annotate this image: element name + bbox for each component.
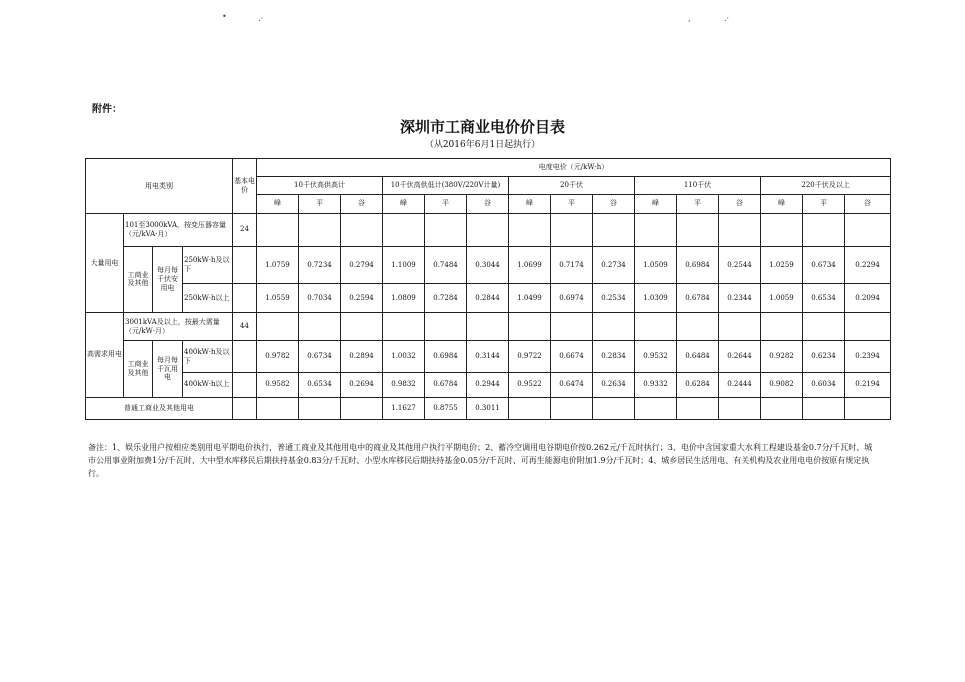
price-cell: 0.8755 (425, 397, 467, 419)
period-header: 谷 (467, 194, 509, 213)
voltage-level-header: 10千伏高供高计 (257, 177, 383, 194)
high-sub-group: 工商业及其他 (124, 341, 153, 397)
page-subtitle: （从2016年6月1日起执行） (424, 140, 541, 150)
price-cell: 0.2394 (845, 341, 891, 373)
period-header: 峰 (509, 194, 551, 213)
row-label: 250kW·h及以下 (183, 246, 233, 284)
price-cell: 0.7034 (299, 284, 341, 313)
price-cell: 0.9332 (635, 373, 677, 397)
scan-speck: • (222, 12, 227, 21)
table-row (86, 284, 891, 313)
price-cell: 0.2644 (719, 341, 761, 373)
large-capacity-price: 24 (233, 214, 257, 247)
price-cell: 0.2944 (467, 373, 509, 397)
period-header: 谷 (719, 194, 761, 213)
price-cell: 0.2194 (845, 373, 891, 397)
price-cell: 0.9582 (257, 373, 299, 397)
price-cell: 1.0032 (383, 341, 425, 373)
price-cell: 1.0259 (761, 246, 803, 284)
period-header: 平 (551, 194, 593, 213)
table-row (86, 246, 891, 284)
general-usage-label: 普通工商业及其他用电 (86, 397, 233, 419)
large-sub-group: 工商业及其他 (124, 246, 153, 312)
table-row (86, 397, 891, 419)
high-demand-label: 3001kVA及以上，按最大需量（元/kW·月） (124, 312, 233, 341)
price-cell: 0.7174 (551, 246, 593, 284)
price-cell: 0.3011 (467, 397, 509, 419)
price-cell: 0.6734 (299, 341, 341, 373)
price-cell: 0.6734 (803, 246, 845, 284)
price-cell: 0.9722 (509, 341, 551, 373)
footnotes: 备注：1、娱乐业用户按相应类别用电平期电价执行，普通工商业及其他用电中的商业及其他用户执行平期电价；2、蓄冷空调用电谷期电价按0.262元/千瓦时执行；3、电价中含国家重大水利工程建设基金0.7分/千瓦时、城市公用事业附加费1分/千瓦时、大中型水库移民后期扶持基金0.83分/千瓦时、小型水库移民后期扶持基金0.05分/千瓦时、可再生能源电价附加1.9分/千瓦时；4、城乡居民生活用电、有关机构及农业用电电价按原有规定执行。 (88, 443, 873, 478)
period-header: 峰 (635, 194, 677, 213)
price-cell: 0.7234 (299, 246, 341, 284)
price-cell: 0.2634 (593, 373, 635, 397)
scan-speck: .· (258, 14, 264, 23)
price-cell: 1.0309 (635, 284, 677, 313)
price-cell: 0.2834 (593, 341, 635, 373)
table-row (86, 341, 891, 373)
period-header: 平 (299, 194, 341, 213)
period-header: 谷 (341, 194, 383, 213)
price-cell: 1.0699 (509, 246, 551, 284)
price-cell: 0.6534 (299, 373, 341, 397)
high-demand-group: 高需求用电 (86, 312, 124, 397)
price-cell: 0.2594 (341, 284, 383, 313)
voltage-level-header: 220千伏及以上 (761, 177, 891, 194)
price-cell: 0.6784 (677, 284, 719, 313)
price-cell: 0.2294 (845, 246, 891, 284)
large-capacity-label: 101至3000kVA，按变压器容量（元/kVA·月） (124, 214, 233, 247)
scan-speck: .· (724, 14, 730, 23)
price-cell: 0.6784 (425, 373, 467, 397)
period-header: 峰 (257, 194, 299, 213)
price-cell: 0.6534 (803, 284, 845, 313)
price-cell: 0.6984 (425, 341, 467, 373)
price-cell: 0.6034 (803, 373, 845, 397)
price-cell: 0.6974 (551, 284, 593, 313)
voltage-level-header: 10千伏高供低计(380V/220V计量) (383, 177, 509, 194)
price-cell: 0.2894 (341, 341, 383, 373)
period-header: 峰 (761, 194, 803, 213)
large-usage-subgroup: 每月每千伏安用电 (153, 246, 183, 312)
price-cell: 0.2794 (341, 246, 383, 284)
price-cell: 1.1627 (383, 397, 425, 419)
high-demand-price: 44 (233, 312, 257, 341)
price-cell: 0.9832 (383, 373, 425, 397)
price-cell: 0.2444 (719, 373, 761, 397)
header-energy-price: 电度电价（元/kW·h） (257, 159, 891, 177)
price-cell: 1.0809 (383, 284, 425, 313)
price-cell: 0.9082 (761, 373, 803, 397)
price-cell: 0.2844 (467, 284, 509, 313)
price-cell: 0.6484 (677, 341, 719, 373)
price-cell: 0.9522 (509, 373, 551, 397)
row-label: 400kW·h及以下 (183, 341, 233, 373)
table-row (86, 373, 891, 397)
row-label: 250kW·h以上 (183, 284, 233, 313)
price-cell: 1.1009 (383, 246, 425, 284)
row-label: 400kW·h以上 (183, 373, 233, 397)
tariff-table (85, 158, 891, 420)
price-cell: 1.0559 (257, 284, 299, 313)
price-cell: 0.2534 (593, 284, 635, 313)
price-cell: 0.6474 (551, 373, 593, 397)
period-header: 峰 (383, 194, 425, 213)
price-cell: 0.9282 (761, 341, 803, 373)
price-cell: 0.6984 (677, 246, 719, 284)
price-cell: 1.0759 (257, 246, 299, 284)
price-cell: 1.0059 (761, 284, 803, 313)
header-basic-price: 基本电价 (233, 159, 257, 214)
price-cell: 0.3044 (467, 246, 509, 284)
price-cell: 0.9532 (635, 341, 677, 373)
attachment-label: 附件： (92, 104, 122, 115)
price-cell: 0.7284 (425, 284, 467, 313)
price-cell: 0.2694 (341, 373, 383, 397)
large-usage-group: 大量用电 (86, 214, 124, 313)
voltage-level-header: 20千伏 (509, 177, 635, 194)
price-cell: 0.2544 (719, 246, 761, 284)
period-header: 谷 (845, 194, 891, 213)
price-cell: 0.2094 (845, 284, 891, 313)
price-cell: 1.0499 (509, 284, 551, 313)
period-header: 平 (425, 194, 467, 213)
price-cell: 0.2734 (593, 246, 635, 284)
high-usage-subgroup: 每月每千瓦用电 (153, 341, 183, 397)
period-header: 谷 (593, 194, 635, 213)
price-cell: 0.6674 (551, 341, 593, 373)
price-cell: 0.2344 (719, 284, 761, 313)
page-title: 深圳市工商业电价价目表 (399, 118, 565, 136)
scan-speck: , (688, 14, 691, 23)
header-category: 用电类别 (86, 159, 233, 214)
price-cell: 0.3144 (467, 341, 509, 373)
price-cell: 0.6234 (803, 341, 845, 373)
period-header: 平 (803, 194, 845, 213)
price-cell: 0.9782 (257, 341, 299, 373)
voltage-level-header: 110千伏 (635, 177, 761, 194)
period-header: 平 (677, 194, 719, 213)
price-cell: 1.0509 (635, 246, 677, 284)
price-cell: 0.6284 (677, 373, 719, 397)
price-cell: 0.7484 (425, 246, 467, 284)
